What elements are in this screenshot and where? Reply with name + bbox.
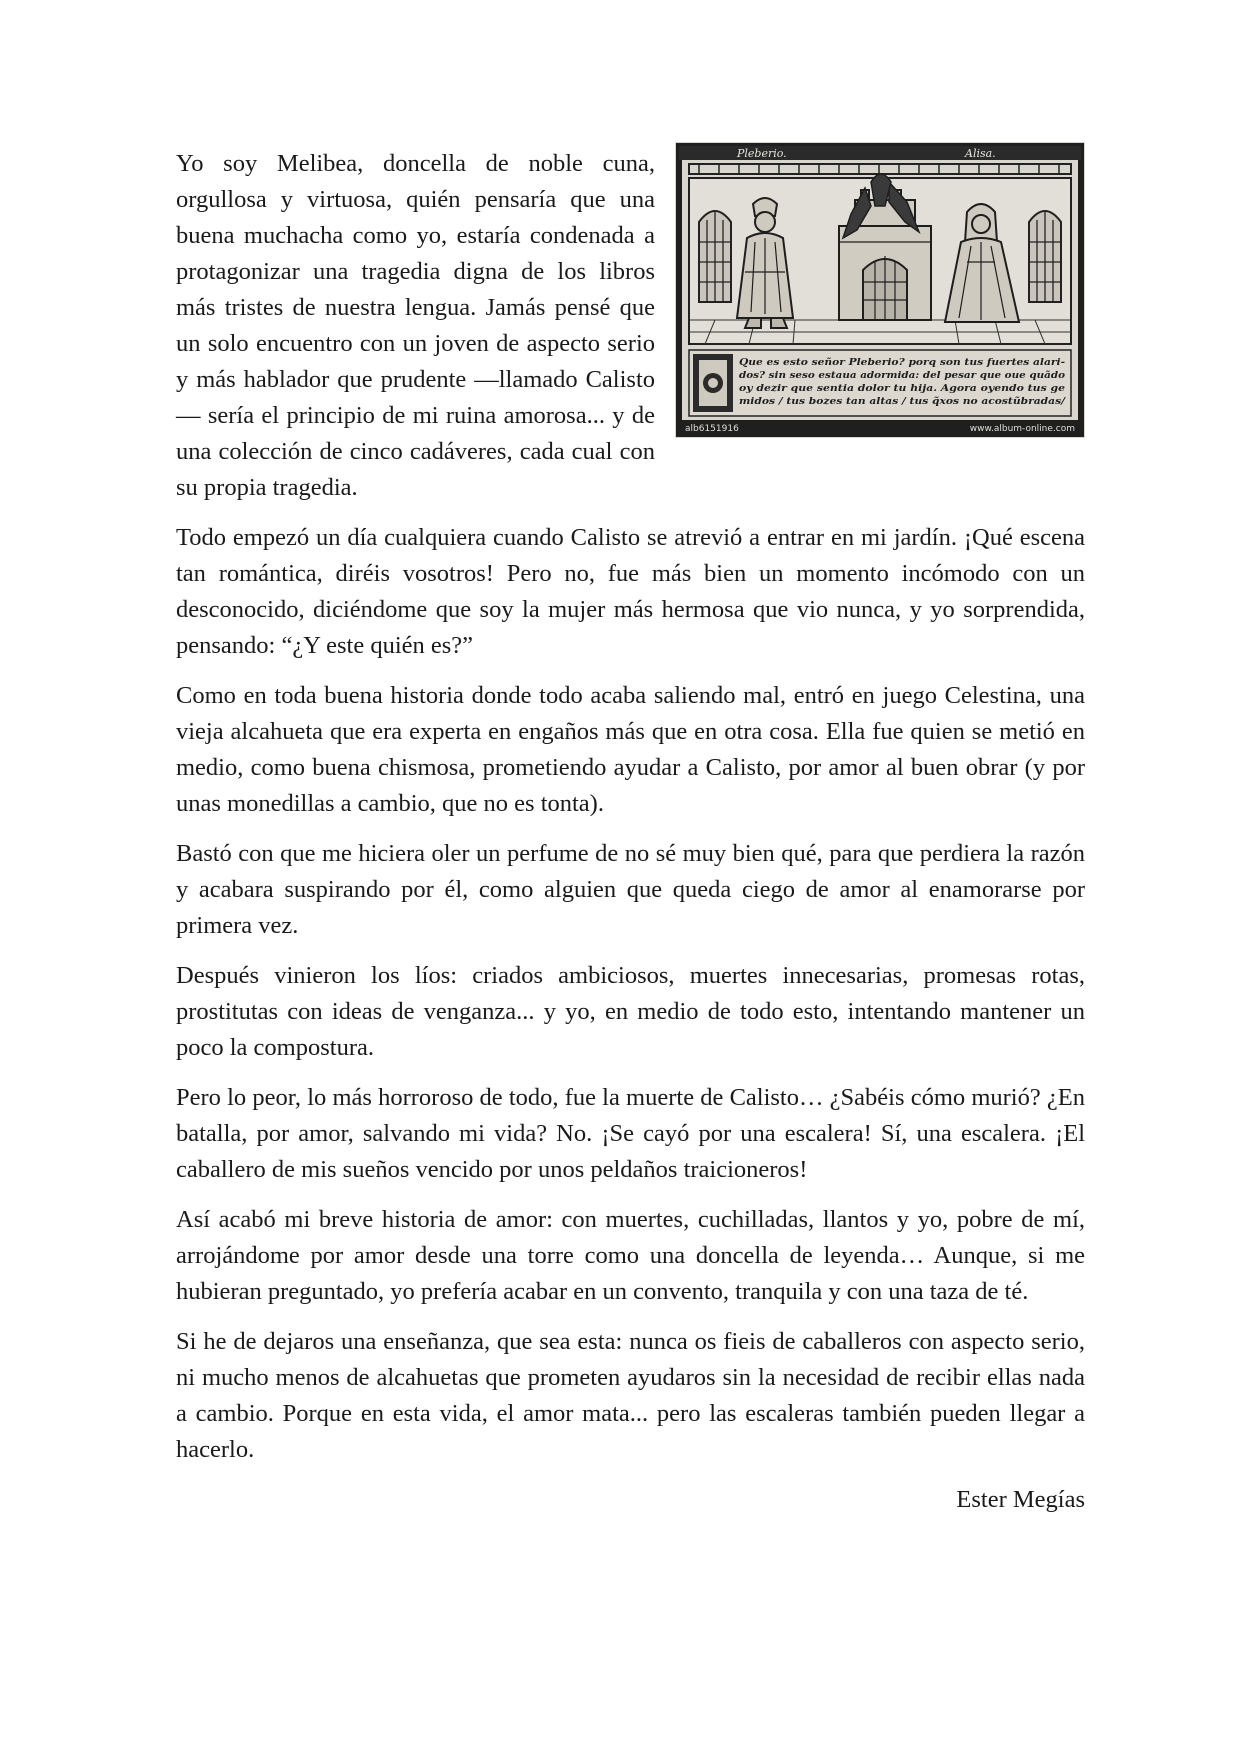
paragraph: Yo soy Melibea, doncella de noble cuna, orgullosa y virtuosa, quién pensaría que una buena muchacha como yo, estaría condenada a protagonizar una tragedia digna de los libros más tristes de nuestra lengua. Jamás pensé que un solo encuentro con un joven de aspecto serio y más hablador que prudente —llamado Calisto— sería el principio de mi ruina amorosa... y de una colección de cinco cadáveres, cada cual con su propia tragedia.	[176, 150, 655, 501]
paragraph: Como en toda buena historia donde todo acaba saliendo mal, entró en juego Celestina, una vieja alcahueta que era experta en engaños más que en otra cosa. Ella fue quien se metió en medio, como buena chismosa, prometiendo ayudar a Calisto, por amor al buen obrar (y por unas monedillas a cambio, que no es tonta).	[176, 682, 1085, 817]
woodcut-caption-line: Que es esto señor Pleberio? porq son tus fuertes alari-	[739, 357, 1066, 368]
paragraph: Todo empezó un día cualquiera cuando Calisto se atrevió a entrar en mi jardín. ¡Qué escena tan romántica, diréis vosotros! Pero no, fue más bien un momento incómodo con un desconocido, diciéndome que soy la mujer más hermosa que vio nunca, y yo sorprendida, pensando: “¿Y este quién es?”	[176, 524, 1085, 659]
woodcut-caption-line: midos / tus bozes tan altas / tus q̃xos no acostũbradas/	[739, 396, 1067, 407]
paragraph: Pero lo peor, lo más horroroso de todo, fue la muerte de Calisto… ¿Sabéis cómo murió? ¿En batalla, por amor, salvando mi vida? No. ¡Se cayó por una escalera! Sí, una escalera. ¡El caballero de mis sueños vencido por unos peldaños traicioneros!	[176, 1084, 1085, 1183]
woodcut-label-alisa: Alisa.	[965, 147, 996, 160]
woodcut-watermark-url: www.album-online.com	[969, 424, 1075, 434]
woodcut-label-pleberio: Pleberio.	[737, 147, 787, 160]
document-page	[176, 146, 1085, 1518]
author-signature: Ester Megías	[956, 1486, 1085, 1513]
paragraph: Bastó con que me hiciera oler un perfume de no sé muy bien qué, para que perdiera la razón y acabara suspirando por él, como alguien que queda ciego de amor al enamorarse por primera vez.	[176, 840, 1085, 939]
woodcut-illustration	[675, 142, 1085, 438]
paragraph: Después vinieron los líos: criados ambiciosos, muertes innecesarias, promesas rotas, prostitutas con ideas de venganza... y yo, en medio de todo esto, intentando mantener un poco la compostura.	[176, 962, 1085, 1061]
woodcut-caption-line: dos? sin seso estaua adormida: del pesar que oue quãdo	[739, 370, 1066, 381]
paragraph: Así acabó mi breve historia de amor: con muertes, cuchilladas, llantos y yo, pobre de mí, arrojándome por amor desde una torre como una doncella de leyenda… Aunque, si me hubieran preguntado, yo prefería acabar en un convento, tranquila y con una taza de té.	[176, 1206, 1085, 1305]
woodcut-caption-line: oy dezir que sentia dolor tu hija. Agora oyendo tus ge	[739, 383, 1065, 394]
woodcut-watermark-id: alb6151916	[685, 424, 739, 434]
paragraph: Si he de dejaros una enseñanza, que sea esta: nunca os fieis de caballeros con aspecto serio, ni mucho menos de alcahuetas que prometen ayudaros sin la necesidad de recibir ellas nada a cambio. Porque en esta vida, el amor mata... pero las escaleras también pueden llegar a hacerlo.	[176, 1328, 1085, 1463]
